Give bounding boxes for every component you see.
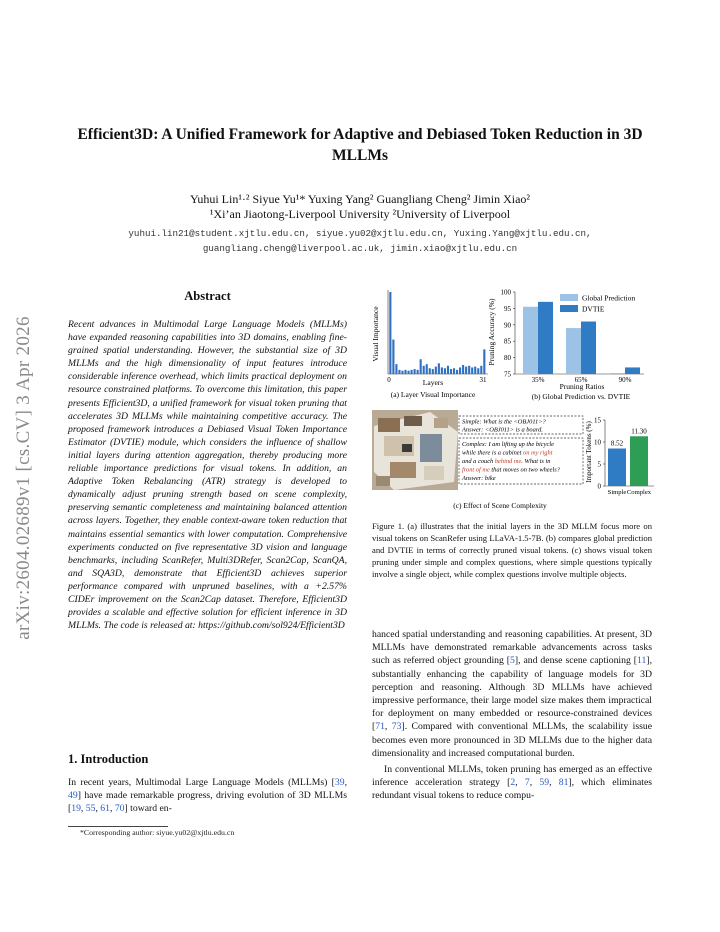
bar (610, 373, 625, 374)
bar (474, 367, 476, 374)
y-tick-label: 95 (504, 304, 511, 313)
bar (453, 368, 455, 374)
text: ], substantially enhancing the capability of language models for 3D perception and reasoning. Although 3D MLLMs have achieved impressive performance, their large model size makes them impractical for deployment on many embedded or resource-constrained devices [ (372, 655, 652, 733)
complex-answer: Answer: bike (462, 475, 496, 482)
arxiv-stamp-text: arXiv:2604.02689v1 [cs.CV] 3 Apr 2026 (13, 316, 34, 640)
highlight-text: front of me (462, 466, 490, 474)
text: In recent years, Multimodal Large Language Models (MLLMs) [ (68, 777, 335, 788)
bar (477, 368, 479, 374)
text: , (95, 803, 101, 815)
bar (438, 363, 440, 374)
emails-line-2: guangliang.cheng@liverpool.ac.uk, jimin.xiao@xjtlu.edu.cn (202, 243, 518, 254)
bar (423, 366, 425, 374)
emails (60, 226, 660, 256)
complex-question-line (462, 467, 561, 474)
bar (441, 367, 443, 374)
citation-link[interactable]: 49 (68, 790, 78, 802)
figure-1-svg (370, 286, 660, 514)
x-tick-label: Simple (607, 489, 627, 496)
bar (625, 367, 640, 374)
bar (444, 368, 446, 374)
bar (538, 302, 553, 374)
text: and a couch (462, 458, 495, 465)
bar (468, 366, 470, 374)
text: ], which eliminates redundant visual tokens to reduce compu- (372, 777, 653, 802)
citation-link[interactable]: 73 (391, 721, 402, 733)
text: , (109, 803, 115, 815)
citation-link[interactable]: 70 (114, 803, 125, 815)
author-list: Yuhui Lin¹·² Siyue Yu¹* Yuxing Yang² Guangliang Cheng² Jimin Xiao² (189, 192, 531, 206)
bar (395, 364, 397, 374)
legend-label-dvtie: DVTIE (582, 304, 605, 314)
bar (420, 359, 422, 374)
citation-link[interactable]: 61 (100, 803, 110, 815)
legend-swatch-dvtie (560, 305, 578, 312)
scene-image (372, 410, 458, 490)
bar (435, 367, 437, 374)
x-tick-label: 65% (574, 376, 588, 384)
x-axis-label: Pruning Ratios (559, 382, 605, 391)
complex-question-line: Complex: I am lifting up the bicycle (462, 441, 554, 448)
text: ] have made remarkable progress, driving evolution of 3D MLLMs [ (68, 790, 347, 815)
figure-caption: Figure 1. (a) illustrates that the initial layers in the 3D MLLM focus more on visual tokens on ScanRefer using LLaVA-1.5-7B. (b) compares global prediction and DVTIE in terms of correctly pruned visual tokens. (c) shows visual token pruning under simple and complex questions, where simple questions typically involve a single object, while complex questions involve multiple objects. (372, 521, 652, 580)
bar (392, 340, 394, 374)
text: , (384, 721, 392, 733)
bar (465, 367, 467, 374)
text: that moves on two wheels? (489, 466, 560, 474)
x-tick-label: 35% (531, 376, 545, 384)
y-axis-label: Important Tokens (%) (585, 421, 593, 483)
text: . What is in (521, 458, 551, 465)
abstract-heading: Abstract (184, 289, 231, 303)
footnote-rule (68, 826, 168, 827)
citation-link[interactable]: 5 (510, 655, 515, 667)
bar (450, 369, 452, 374)
text: , (529, 777, 540, 789)
y-tick-label: 15 (594, 416, 601, 425)
highlight-text: behind me (494, 458, 522, 465)
citation-link[interactable]: 59 (539, 777, 550, 789)
y-tick-label: 90 (504, 321, 511, 330)
text: ] toward en- (124, 803, 172, 815)
bar (456, 370, 458, 374)
bar (608, 449, 626, 486)
y-tick-label: 85 (504, 337, 511, 346)
chart-pruning-accuracy (487, 289, 644, 402)
bar (398, 370, 400, 374)
bar (630, 436, 648, 486)
bar (389, 292, 391, 374)
bar (480, 366, 482, 374)
bar (429, 368, 431, 374)
subcaption-b: (b) Global Prediction vs. DVTIE (531, 392, 631, 401)
scene-complexity-panel (372, 410, 654, 510)
bar (459, 367, 461, 374)
y-tick-label: 100 (500, 288, 511, 297)
x-tick-label: 31 (479, 376, 487, 384)
highlight-text: on my right (523, 449, 553, 457)
bar (414, 369, 416, 374)
bar (471, 367, 473, 374)
emails-line-1: yuhui.lin21@student.xjtlu.edu.cn, siyue.yu02@xjtlu.edu.cn, Yuxing.Yang@xjtlu.edu.cn, (128, 228, 592, 239)
bar (432, 369, 434, 374)
intro-paragraph (68, 776, 347, 816)
x-tick-label: Complex (626, 489, 652, 496)
citation-link[interactable]: 81 (558, 777, 569, 789)
y-tick-label: 80 (504, 354, 511, 363)
x-axis-label: Layers (422, 378, 444, 387)
paragraph (372, 628, 652, 760)
text: , (515, 777, 525, 789)
bar (462, 365, 464, 374)
bar (566, 328, 581, 374)
bar (447, 366, 449, 374)
text: ]. Compared with conventional MLLMs, the scalability issue becomes even more pronounced in 3D MLLMs due to the higher data dimensionality and increased computational burden. (372, 721, 653, 759)
bar (411, 370, 413, 374)
citation-link[interactable]: 55 (85, 803, 96, 815)
abstract-body: Recent advances in Multimodal Large Language Models (MLLMs) have expanded reasoning capabilities into 3D domains, enabling fine-grained spatial understanding. However, the substantial size of 3D MLLMs and the high dimensionality of input features introduce considerable inference overhead, which limits practical deployment on resource constrained platforms. To overcome this limitation, this paper presents Efficient3D, a unified framework for visual token pruning that accelerates 3D MLLMs while maintaining competitive accuracy. The proposed framework introduces a Debiased Visual Token Importance Estimator (DVTIE) module, which considers the influence of shallow initial layers during attention aggregation, thereby producing more reliable importance predictions for visual tokens. In addition, an Adaptive Token Rebalancing (ATR) strategy is developed to dynamically adjust pruning strength based on scene complexity, preserving semantic completeness and maintaining balanced attention across layers. Together, they enable context-aware token reduction that maintains essential semantics with lower computation. Comprehensive experiments conducted on five representative 3D vision and language benchmarks, including ScanRefer, Multi3DRefer, Scan2Cap, ScanQA, and SQA3D, demonstrate that Efficient3D achieves superior performance compared with unpruned baselines, with a +2.57% CIDEr improvement on the Scan2Cap dataset. Therefore, Efficient3D provides a scalable and effective solution for efficient inference in 3D MLLMs. The code is released at: https://github.com/sol924/Efficient3D (68, 319, 347, 632)
subcaption-c: (c) Effect of Scene Complexity (453, 501, 547, 510)
affiliations: ¹Xi’an Jiaotong-Liverpool University ²University of Liverpool (209, 207, 511, 221)
bar (426, 364, 428, 374)
simple-question: Simple: What is the <OBJ011>? (462, 418, 546, 426)
intro-heading: 1. Introduction (68, 752, 149, 766)
paragraph (372, 763, 652, 803)
text: , (549, 777, 559, 789)
x-tick-label: 0 (387, 376, 391, 384)
x-tick-label: 90% (618, 376, 632, 384)
text: , (344, 777, 347, 788)
right-column-text (372, 628, 652, 803)
bar (401, 371, 403, 374)
citation-link[interactable]: 39 (334, 777, 345, 788)
bar (404, 370, 406, 374)
data-label: 8.52 (610, 439, 624, 448)
y-tick-label: 10 (594, 438, 601, 447)
figure-1 (370, 286, 660, 514)
arxiv-stamp (4, 268, 44, 688)
text: while there is a cabinet (462, 449, 523, 457)
y-tick-label: 5 (597, 460, 601, 469)
complex-question-line (462, 458, 550, 465)
text: hanced spatial understanding and reasoning capabilities. At present, 3D MLLMs have demonstrated remarkable advancements across tasks such as referred object grounding [ (372, 629, 652, 667)
y-tick-label: 0 (597, 482, 601, 491)
citation-link[interactable]: 71 (375, 721, 385, 733)
legend-label-global: Global Prediction (582, 293, 636, 303)
citation-link[interactable]: 19 (71, 803, 81, 815)
simple-answer: Answer: <OBJ011> is a board. (462, 426, 543, 434)
text: , (80, 803, 86, 815)
y-axis-label: Visual Importance (371, 306, 380, 362)
bar (417, 370, 419, 374)
data-label: 11.30 (631, 427, 647, 436)
paper-title: Efficient3D: A Unified Framework for Adaptive and Debiased Token Reduction in 3D MLLMs (77, 126, 643, 164)
bar (523, 307, 538, 374)
chart-layer-importance (371, 290, 488, 399)
subcaption-a: (a) Layer Visual Importance (390, 390, 476, 399)
complex-question-line (462, 450, 553, 457)
text: In conventional MLLMs, token pruning has emerged as an effective inference acceleration strategy [ (372, 764, 652, 789)
citation-link[interactable]: 2 (510, 777, 516, 789)
y-tick-label: 75 (504, 370, 511, 379)
legend-swatch-global (560, 294, 578, 301)
footnote: *Corresponding author: siyue.yu02@xjtlu.edu.cn (80, 828, 235, 837)
y-axis-label: Pruning Accuracy (%) (487, 298, 496, 366)
bar (483, 349, 485, 374)
bar (407, 371, 409, 374)
text: ], and dense scene captioning [ (514, 655, 638, 667)
bar (581, 322, 596, 374)
citation-link[interactable]: 11 (637, 655, 647, 667)
citation-link[interactable]: 7 (524, 777, 530, 789)
